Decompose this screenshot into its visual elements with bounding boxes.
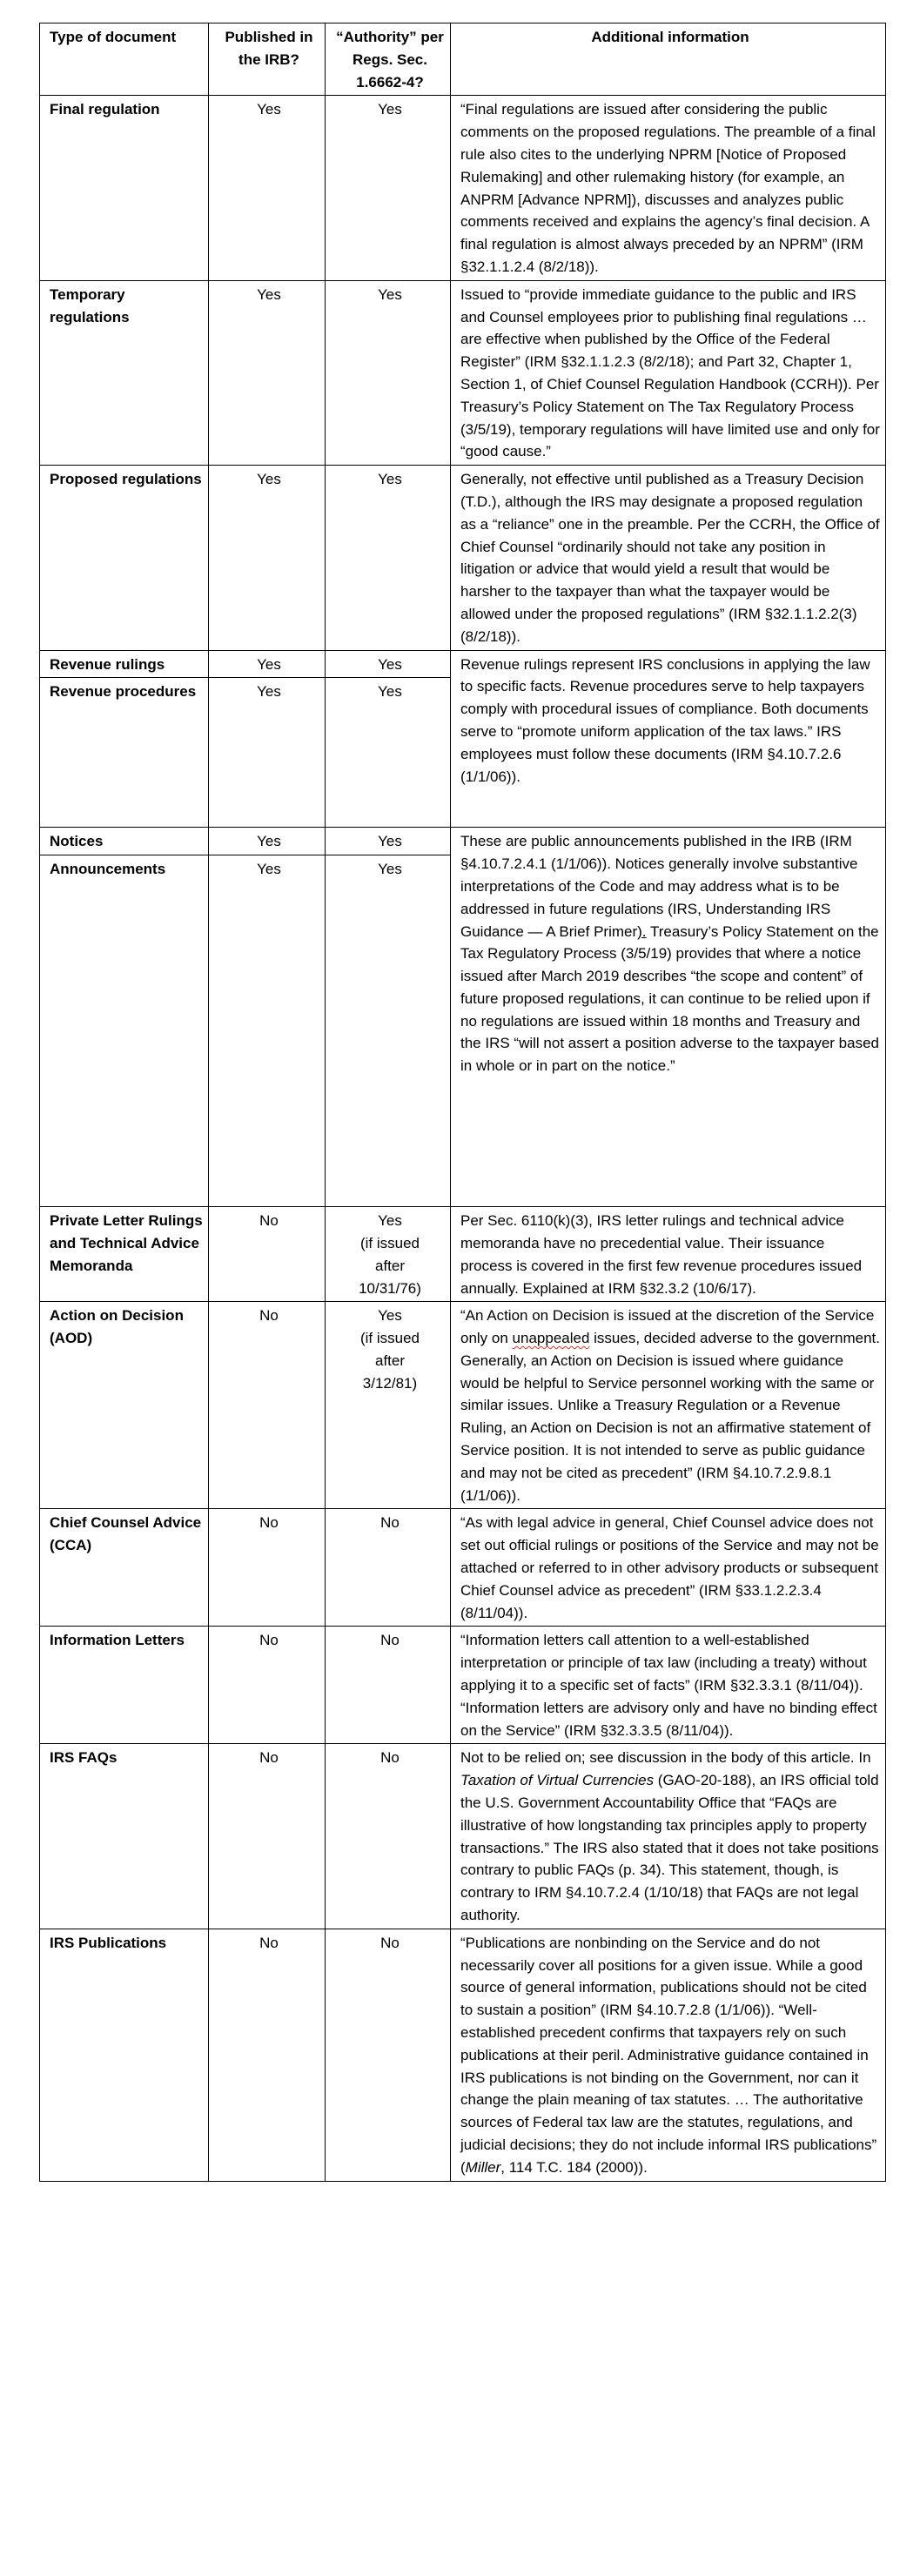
authority-line: after (374, 1352, 406, 1369)
row-authority: Yes (326, 678, 451, 828)
table-row-action-on-decision (40, 1302, 886, 1509)
row-info (451, 1929, 886, 2181)
row-type: IRS FAQs (40, 1744, 209, 1929)
info-text: Not to be relied on; see discussion in the body of this article. In (460, 1749, 871, 1767)
row-published: No (209, 1627, 326, 1744)
table-row-irs-publications (40, 1929, 886, 2181)
authority-line: Yes (378, 1212, 402, 1230)
row-authority: Yes (326, 828, 451, 855)
header-row (40, 23, 886, 96)
row-info: “Information letters call attention to a well-established interpretation or principle of tax law (including a treaty) without applying it to a specific set of facts” (IRM §32.3.3.1 (8/11/04)). “Information letters are advisory only and have no binding effect on the Service” (IRM §32.3.3.5 (8/11/04)). (451, 1627, 886, 1744)
info-text: “Publications are nonbinding on the Service and do not necessarily cover all positions for a given issue. While a good source of general information, publications should not be cited to sustain a position” (IRM §4.10.7.2.8 (1/1/06)). “Well-established precedent confirms that taxpayers rely on such publications at their peril. Administrative guidance contained in IRS publications is not binding on the Government, nor can it change the plain meaning of tax statutes. … The authoritative sources of Federal tax law are the statutes, regulations, and judicial decisions; they do not include informal IRS publications” ( (460, 1934, 877, 2176)
row-type: IRS Publications (40, 1929, 209, 2181)
row-type: Revenue procedures (40, 678, 209, 828)
underlined-text: ). (637, 922, 647, 940)
row-published: No (209, 1509, 326, 1627)
row-type: Information Letters (40, 1627, 209, 1744)
row-authority: Yes (326, 280, 451, 465)
authority-line: (if issued (359, 1330, 420, 1347)
row-authority: No (326, 1744, 451, 1929)
authority-line: after (374, 1257, 406, 1274)
row-type: Chief Counsel Advice (CCA) (40, 1509, 209, 1627)
header-published-in-irb: Published in the IRB? (209, 23, 326, 96)
row-type: Announcements (40, 855, 209, 1207)
row-authority (326, 1302, 451, 1509)
row-authority: Yes (326, 650, 451, 678)
row-type: Proposed regulations (40, 466, 209, 650)
table-row-chief-counsel-advice (40, 1509, 886, 1627)
row-info: Issued to “provide immediate guidance to the public and IRS and Counsel employees prior to publishing final regulations … are effective when published by the Office of the Federal Register” (IRM §32.1.1.2.3 (8/2/18); and Part 32, Chapter 1, Section 1, of Chief Counsel Regulation Handbook (CCRH)). Per Treasury’s Policy Statement on The Tax Regulatory Process (3/5/19), temporary regulations will have limited use and only for “good cause.” (451, 280, 886, 465)
row-published: No (209, 1207, 326, 1302)
row-authority: No (326, 1627, 451, 1744)
spellcheck-flagged-word: unappealed (512, 1330, 590, 1347)
header-additional-information: Additional information (451, 23, 886, 96)
table-row-notices (40, 828, 886, 855)
header-type-of-document: Type of document (40, 23, 209, 96)
row-info (451, 1302, 886, 1509)
row-info: Per Sec. 6110(k)(3), IRS letter rulings and technical advice memoranda have no precedential value. Their issuance process is covered in the first few revenue procedures issued annually. Explained at IRM §32.3.2 (10/6/17). (451, 1207, 886, 1302)
row-authority: Yes (326, 855, 451, 1207)
row-info: “As with legal advice in general, Chief Counsel advice does not set out official rulings or positions of the Service and may not be attached or referred to in other advisory products or subsequent Chief Counsel advice as precedent” (IRM §33.1.2.2.3.4 (8/11/04)). (451, 1509, 886, 1627)
row-published: No (209, 1302, 326, 1509)
row-authority: No (326, 1929, 451, 2181)
italic-title: Taxation of Virtual Currencies (460, 1772, 655, 1789)
row-info-shared: Revenue rulings represent IRS conclusions in applying the law to specific facts. Revenue procedures serve to help taxpayers comply with procedural issues of compliance. Both documents serve to “promote uniform application of the tax laws.” IRS employees must follow these documents (IRM §4.10.7.2.6 (1/1/06)). (451, 650, 886, 828)
info-text: These are public announcements published in the IRB (IRM §4.10.7.2.4.1 (1/1/06)). Notices generally involve substantive interpretations of the Code and may address what is to be addressed in future regulations (IRS, Understanding IRS Guidance — A Brief Primer (460, 833, 858, 940)
italic-case-name: Miller (465, 2158, 501, 2176)
row-published: No (209, 1744, 326, 1929)
info-text: (GAO-20-188), an IRS official told the U.S. Government Accountability Office that “FAQs are illustrative of how longstanding tax principles apply to property transactions.” The IRS also stated that it does not take positions contrary to public FAQs (p. 34). This statement, though, is contrary to IRM §4.10.7.2.4 (1/10/18) that FAQs are not legal authority. (460, 1772, 879, 1924)
info-text: , 114 T.C. 184 (2000)). (500, 2158, 648, 2176)
table-row-information-letters (40, 1627, 886, 1744)
row-authority: No (326, 1509, 451, 1627)
table-row-irs-faqs (40, 1744, 886, 1929)
row-published: Yes (209, 678, 326, 828)
row-published: Yes (209, 650, 326, 678)
authority-line: 10/31/76) (359, 1279, 421, 1297)
row-authority: Yes (326, 466, 451, 650)
authority-line: 3/12/81) (362, 1374, 418, 1392)
header-authority: “Authority” per Regs. Sec. 1.6662-4? (326, 23, 451, 96)
row-type: Notices (40, 828, 209, 855)
authority-line: (if issued (359, 1234, 420, 1251)
row-info: “Final regulations are issued after considering the public comments on the proposed regulations. The preamble of a final rule also cites to the underlying NPRM [Notice of Proposed Rulemaking] and other rulemaking history (for example, an ANPRM [Advance NPRM]), discusses and analyzes public comments received and explains the agency’s final decision. A final regulation is almost always preceded by an NPRM” (IRM §32.1.1.2.4 (8/2/18)). (451, 96, 886, 280)
row-type: Revenue rulings (40, 650, 209, 678)
row-published: Yes (209, 466, 326, 650)
table-row-proposed-regulations (40, 466, 886, 650)
row-type: Private Letter Rulings and Technical Advice Memoranda (40, 1207, 209, 1302)
info-text: Treasury’s Policy Statement on the Tax Regulatory Process (3/5/19) provides that where a notice issued after March 2019 describes “the scope and content” of future proposed regulations, it can continue to be relied upon if no regulations are issued within 18 months and Treasury and the IRS “will not assert a position adverse to the taxpayer based in whole or in part on the notice.” (460, 922, 879, 1075)
table-row-temporary-regulations (40, 280, 886, 465)
row-authority: Yes (326, 96, 451, 280)
row-published: No (209, 1929, 326, 2181)
row-published: Yes (209, 855, 326, 1207)
row-authority (326, 1207, 451, 1302)
row-published: Yes (209, 96, 326, 280)
info-text: issues, decided adverse to the government. Generally, an Action on Decision is issued where guidance would be helpful to Service personnel working with the same or similar issues. Unlike a Treasury Regulation or a Revenue Ruling, an Action on Decision is not an affirmative statement of Service position. It is not intended to serve as public guidance and may not be cited as precedent” (IRM §4.10.7.2.9.8.1 (1/1/06)). (460, 1330, 881, 1504)
row-type: Final regulation (40, 96, 209, 280)
table-row-final-regulation (40, 96, 886, 280)
row-type: Temporary regulations (40, 280, 209, 465)
row-type: Action on Decision (AOD) (40, 1302, 209, 1509)
row-info (451, 1744, 886, 1929)
row-published: Yes (209, 280, 326, 465)
irs-guidance-authority-table (39, 23, 886, 2182)
row-published: Yes (209, 828, 326, 855)
info-text: “An Action on Decision is issued at the discretion of the Service only on (460, 1307, 875, 1347)
table-row-revenue-rulings (40, 650, 886, 678)
table-row-private-letter-rulings (40, 1207, 886, 1302)
row-info: Generally, not effective until published as a Treasury Decision (T.D.), although the IRS may designate a proposed regulation as a “reliance” one in the preamble. Per the CCRH, the Office of Chief Counsel “ordinarily should not take any position in litigation or advice that would yield a result that would be harsher to the taxpayer than what the taxpayer would be allowed under the proposed regulations” (IRM §32.1.1.2.2(3) (8/2/18)). (451, 466, 886, 650)
row-info-shared (451, 828, 886, 1207)
authority-line: Yes (378, 1307, 402, 1325)
